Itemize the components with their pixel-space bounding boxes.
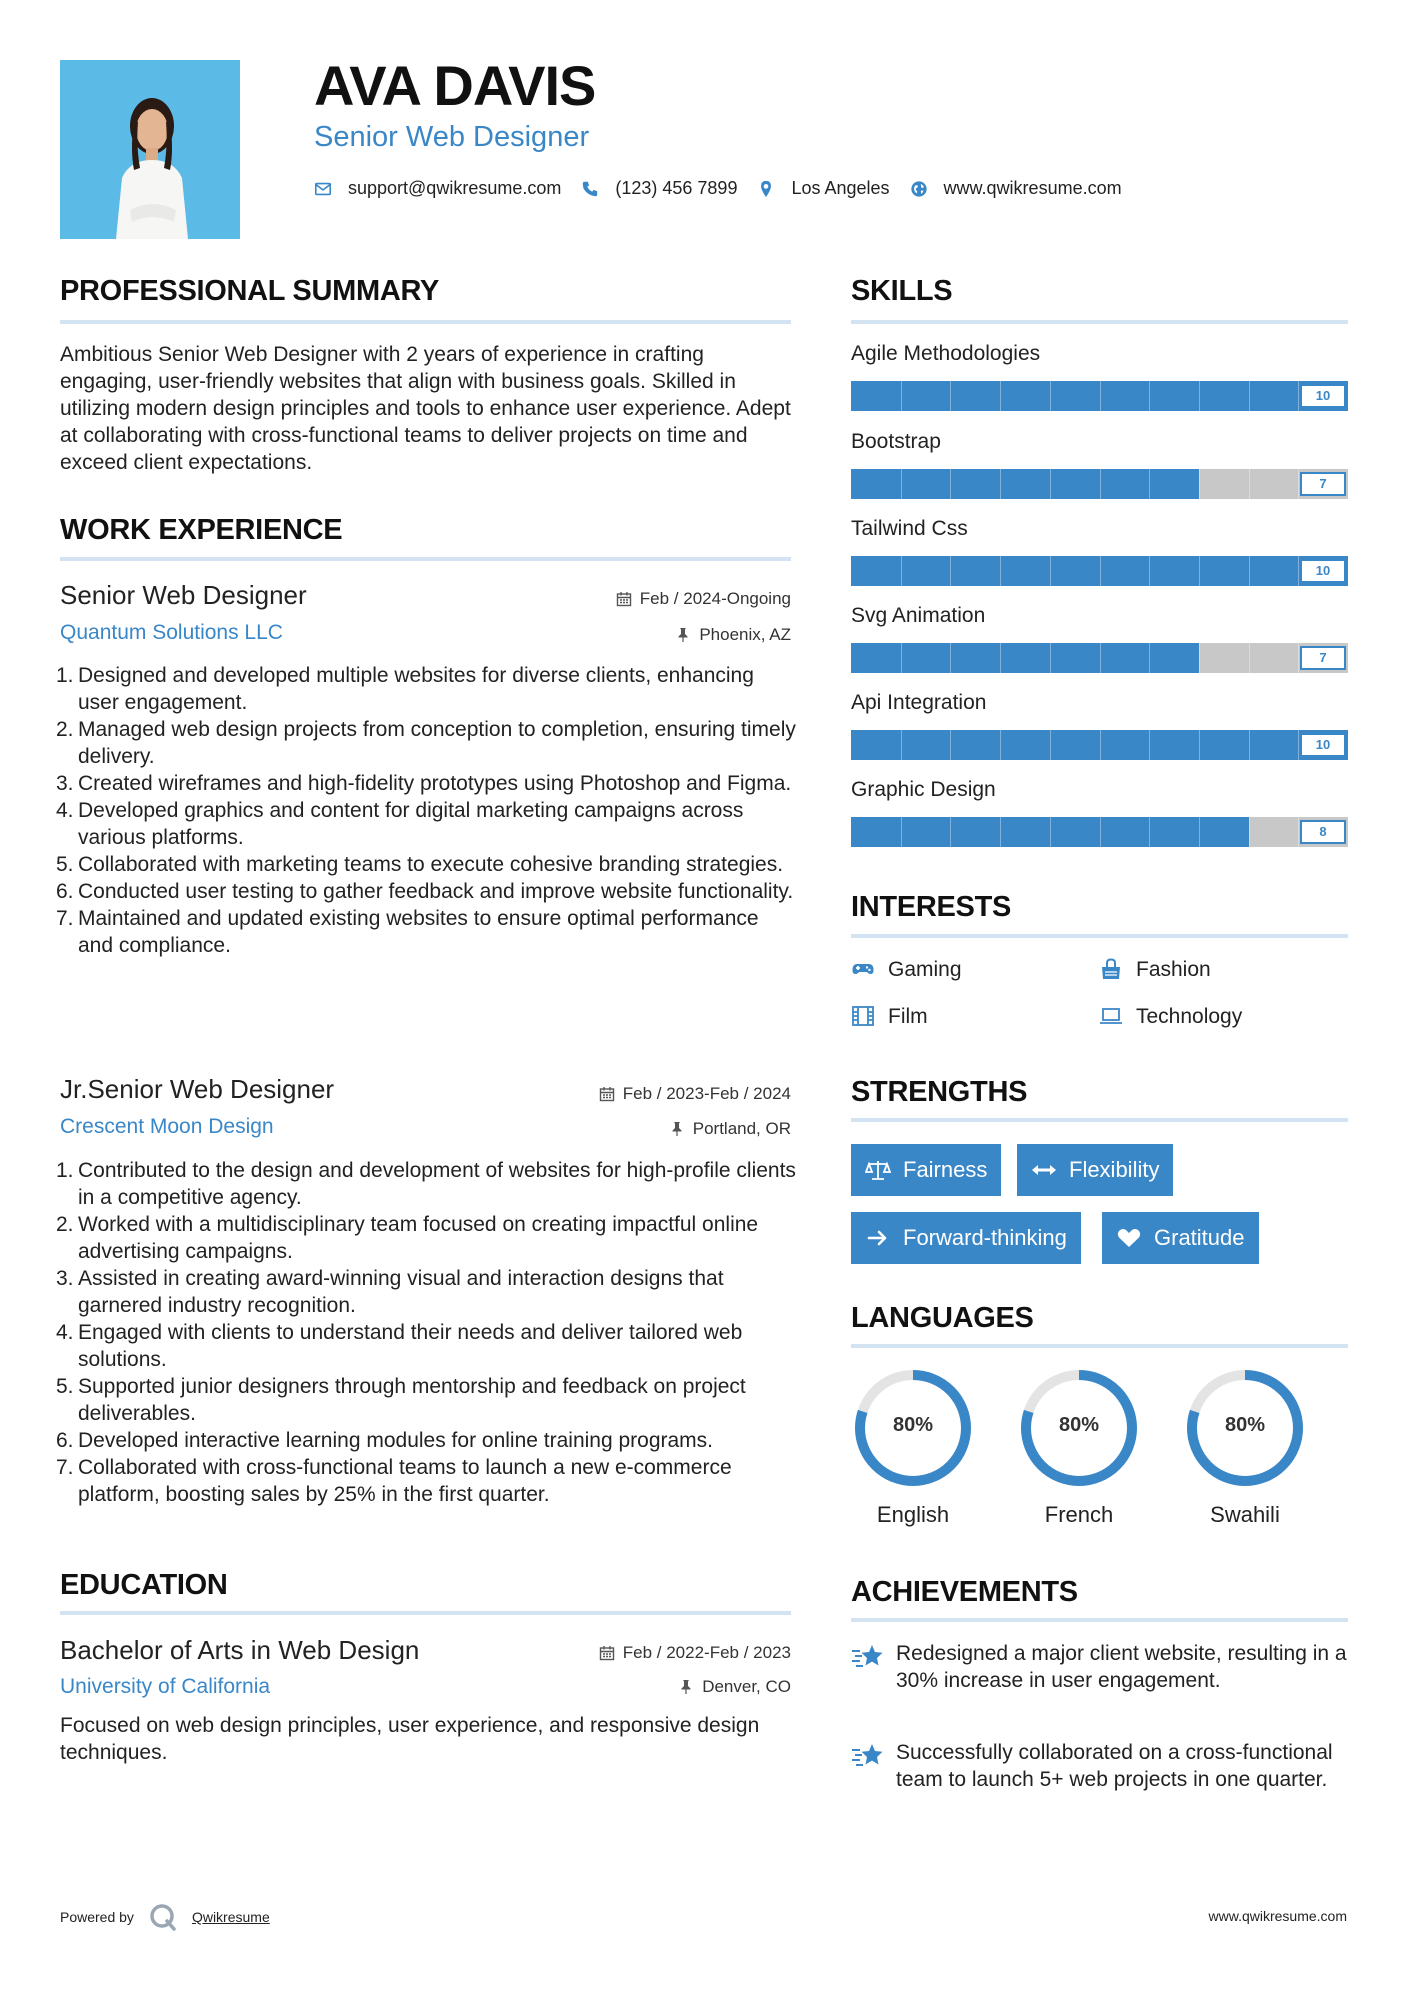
- interest-fashion: [1099, 957, 1211, 981]
- skill-bar-divider: [950, 381, 951, 411]
- language-item: [851, 1366, 975, 1528]
- skill-bar: [851, 556, 1348, 586]
- skill-label: Graphic Design: [851, 778, 996, 801]
- skill-bar-divider: [1249, 730, 1250, 760]
- skill-bar-divider: [950, 643, 951, 673]
- email-text: support@qwikresume.com: [348, 178, 562, 198]
- skill-level-badge: 10: [1300, 559, 1346, 583]
- skill-level-badge: 10: [1300, 384, 1346, 408]
- list-item: 4. Engaged with clients to understand their needs and deliver tailored web solutions.: [56, 1319, 796, 1373]
- strengths-heading: STRENGTHS: [851, 1076, 1028, 1108]
- footer-powered-by: [60, 1902, 270, 1932]
- gamepad-icon: [851, 957, 875, 981]
- pushpin-icon: [669, 1121, 685, 1137]
- language-ring: [1017, 1366, 1141, 1490]
- list-item: 1. Contributed to the design and development of websites for high-profile clients in a competitive agency.: [56, 1159, 796, 1209]
- candidate-role: Senior Web Designer: [314, 121, 590, 153]
- skill-bar-divider: [1249, 556, 1250, 586]
- skill-bar-divider: [1199, 469, 1200, 499]
- calendar-icon: [599, 1086, 615, 1102]
- skill-bar: [851, 381, 1348, 411]
- skill-bar-divider: [950, 556, 951, 586]
- strength-tag: [1102, 1212, 1259, 1264]
- job-title: Jr.Senior Web Designer: [60, 1074, 335, 1104]
- list-item: 7. Maintained and updated existing websites to ensure optimal performance and compliance.: [56, 905, 796, 959]
- profile-photo: [60, 60, 240, 239]
- skill-bar-divider: [1149, 556, 1150, 586]
- job-company: Crescent Moon Design: [60, 1115, 274, 1138]
- footer-site[interactable]: www.qwikresume.com: [1208, 1908, 1347, 1924]
- skill-bar-divider: [1050, 730, 1051, 760]
- envelope-icon: [314, 180, 332, 198]
- skill-bar-divider: [1149, 381, 1150, 411]
- list-item: 5. Supported junior designers through mentorship and feedback on project deliverables.: [56, 1373, 796, 1427]
- skill-bar-divider: [1249, 643, 1250, 673]
- skill-bar-divider: [1100, 469, 1101, 499]
- skill-bar-divider: [901, 817, 902, 847]
- skill-bar-divider: [1149, 817, 1150, 847]
- skill-bar-divider: [1249, 469, 1250, 499]
- skill-bar: [851, 643, 1348, 673]
- list-item-text: Designed and developed multiple websites for diverse clients, enhancing user engagement.: [78, 664, 754, 714]
- skill-bar-divider: [1149, 643, 1150, 673]
- achievements-heading: ACHIEVEMENTS: [851, 1576, 1078, 1608]
- contact-bar: [314, 178, 1142, 199]
- achievements-divider: [851, 1618, 1348, 1622]
- job-bullets: [56, 662, 796, 959]
- summary-text: Ambitious Senior Web Designer with 2 years of experience in crafting engaging, user-friendly websites that align with business goals. Skilled in utilizing modern design principles and tools to enhance user experience. Adept at collaborating with cross-functional teams to deliver projects on time and exceed client expectations.: [60, 343, 791, 474]
- job-date: [616, 590, 791, 607]
- achievement-text: Redesigned a major client website, resulting in a 30% increase in user engagement.: [896, 1642, 1347, 1692]
- arrows-horizontal-icon: [1031, 1159, 1057, 1181]
- list-item: 3. Assisted in creating award-winning visual and interaction designs that garnered industry recognition.: [56, 1265, 796, 1319]
- job-date-text: Feb / 2024-Ongoing: [639, 589, 791, 608]
- calendar-icon: [599, 1645, 615, 1661]
- skill-level-badge: 7: [1300, 646, 1346, 670]
- skill-bar-divider: [1050, 556, 1051, 586]
- skill-label: Svg Animation: [851, 604, 986, 627]
- school-name: University of California: [60, 1675, 271, 1698]
- skill-bar-fill: [851, 469, 1199, 499]
- skill-bar-divider: [1050, 817, 1051, 847]
- skill-level-badge: 8: [1300, 820, 1346, 844]
- job-company: Quantum Solutions LLC: [60, 621, 283, 644]
- language-percent: 80%: [892, 1414, 934, 1436]
- skill-bar-divider: [1249, 817, 1250, 847]
- list-item: 1. Designed and developed multiple websites for diverse clients, enhancing user engagement.: [56, 662, 796, 716]
- education-description: Focused on web design principles, user experience, and responsive design techniques.: [60, 1714, 760, 1764]
- education-location-text: Denver, CO: [702, 1677, 791, 1696]
- skill-bar-divider: [1000, 469, 1001, 499]
- skill-bar-divider: [1149, 469, 1150, 499]
- job-date: [599, 1085, 791, 1102]
- film-icon: [851, 1004, 875, 1028]
- strength-tag: [1017, 1144, 1173, 1196]
- skill-bar-divider: [1050, 469, 1051, 499]
- contact-email[interactable]: [314, 178, 561, 199]
- strength-label: Forward-thinking: [903, 1225, 1067, 1250]
- skill-bar-divider: [1100, 730, 1101, 760]
- location-text: Los Angeles: [791, 178, 890, 198]
- job-location-text: Portland, OR: [692, 1119, 791, 1138]
- list-item-text: Worked with a multidisciplinary team focused on creating impactful online advertising campaigns.: [78, 1213, 759, 1263]
- experience-divider: [60, 557, 791, 561]
- shooting-star-icon: [851, 1741, 885, 1771]
- list-item-text: Created wireframes and high-fidelity prototypes using Photoshop and Figma.: [78, 772, 792, 795]
- interest-label: Gaming: [888, 957, 962, 981]
- laptop-icon: [1099, 1004, 1123, 1028]
- shopping-bag-icon: [1099, 957, 1123, 981]
- candidate-name: AVA DAVIS: [314, 54, 596, 117]
- skill-bar-divider: [1249, 381, 1250, 411]
- skill-label: Bootstrap: [851, 430, 941, 453]
- skill-bar-divider: [901, 643, 902, 673]
- language-ring: [1183, 1366, 1307, 1490]
- skill-bar-divider: [1050, 381, 1051, 411]
- globe-icon: [910, 180, 928, 198]
- summary-divider: [60, 320, 791, 324]
- skill-bar-divider: [1199, 643, 1200, 673]
- skill-bar-divider: [1100, 381, 1101, 411]
- education-date-text: Feb / 2022-Feb / 2023: [622, 1643, 791, 1662]
- skill-bar-divider: [1199, 817, 1200, 847]
- map-pin-icon: [757, 180, 775, 198]
- list-item: 7. Collaborated with cross-functional teams to launch a new e-commerce platform, boosting sales by 25% in the first quarter.: [56, 1454, 796, 1508]
- skill-label: Agile Methodologies: [851, 342, 1041, 365]
- skill-bar-divider: [1199, 381, 1200, 411]
- skill-bar: [851, 817, 1348, 847]
- skill-bar-divider: [901, 381, 902, 411]
- list-item: 2. Worked with a multidisciplinary team focused on creating impactful online advertising campaigns.: [56, 1211, 796, 1265]
- skills-heading: SKILLS: [851, 275, 953, 307]
- skill-bar-divider: [1199, 556, 1200, 586]
- skill-bar-fill: [851, 643, 1199, 673]
- languages-heading: LANGUAGES: [851, 1302, 1034, 1334]
- heart-icon: [1116, 1227, 1142, 1249]
- language-name: French: [1044, 1502, 1114, 1527]
- contact-website[interactable]: [910, 178, 1122, 199]
- language-item: [1017, 1366, 1141, 1528]
- list-item-text: Developed interactive learning modules for online training programs.: [78, 1429, 714, 1452]
- list-item-text: Supported junior designers through mentorship and feedback on project deliverables.: [78, 1375, 746, 1425]
- pushpin-icon: [675, 627, 691, 643]
- job-location-text: Phoenix, AZ: [699, 625, 791, 644]
- list-item: 5. Collaborated with marketing teams to execute cohesive branding strategies.: [56, 853, 784, 876]
- interest-technology: [1099, 1004, 1242, 1028]
- list-item-text: Collaborated with cross-functional teams to launch a new e-commerce platform, boosting sales by 25% in the first quarter.: [78, 1456, 732, 1506]
- education-heading: EDUCATION: [60, 1569, 228, 1601]
- skill-level-badge: 10: [1300, 733, 1346, 757]
- achievement-text: Successfully collaborated on a cross-functional team to launch 5+ web projects in one quarter.: [896, 1741, 1333, 1791]
- list-item-text: Managed web design projects from conception to completion, ensuring timely delivery.: [78, 718, 796, 768]
- education-location: [678, 1678, 791, 1695]
- language-name: English: [876, 1502, 950, 1527]
- shooting-star-icon: [851, 1642, 885, 1672]
- list-item-text: Contributed to the design and development of websites for high-profile clients in a competitive agency.: [78, 1159, 796, 1209]
- job-title: Senior Web Designer: [60, 580, 307, 610]
- strengths-divider: [851, 1118, 1348, 1122]
- interests-heading: INTERESTS: [851, 891, 1012, 923]
- website-text: www.qwikresume.com: [943, 178, 1122, 198]
- list-item: 3. Created wireframes and high-fidelity prototypes using Photoshop and Figma.: [56, 772, 792, 795]
- list-item: 2. Managed web design projects from conception to completion, ensuring timely delivery.: [56, 718, 796, 768]
- skill-bar-divider: [950, 469, 951, 499]
- strength-label: Fairness: [903, 1157, 988, 1182]
- skill-bar-divider: [1100, 817, 1101, 847]
- skill-bar-divider: [1000, 643, 1001, 673]
- interest-label: Fashion: [1136, 957, 1211, 981]
- skill-bar: [851, 469, 1348, 499]
- language-percent: 80%: [1058, 1414, 1100, 1436]
- phone-icon: [581, 180, 599, 198]
- phone-text: (123) 456 7899: [615, 178, 738, 198]
- list-item-text: Maintained and updated existing websites to ensure optimal performance and compliance.: [78, 907, 759, 957]
- skills-divider: [851, 320, 1348, 324]
- language-percent: 80%: [1224, 1414, 1266, 1436]
- education-divider: [60, 1611, 791, 1615]
- skill-bar-divider: [901, 469, 902, 499]
- language-name: Swahili: [1210, 1502, 1280, 1527]
- language-ring: [851, 1366, 975, 1490]
- skill-label: Api Integration: [851, 691, 987, 714]
- skill-label: Tailwind Css: [851, 517, 968, 540]
- contact-phone[interactable]: [581, 178, 737, 199]
- skill-bar-divider: [950, 817, 951, 847]
- job-bullets: [56, 1157, 796, 1508]
- arrow-right-icon: [865, 1227, 891, 1249]
- list-item-text: Assisted in creating award-winning visual and interaction designs that garnered industry recognition.: [78, 1267, 724, 1317]
- skill-bar-divider: [1199, 730, 1200, 760]
- strength-tag: [851, 1212, 1081, 1264]
- powered-by-text: Powered by: [60, 1909, 134, 1925]
- achievement-item: [851, 1640, 1351, 1694]
- skill-bar-divider: [950, 730, 951, 760]
- contact-location: [757, 178, 889, 199]
- skill-bar-divider: [1149, 730, 1150, 760]
- list-item-text: Conducted user testing to gather feedback and improve website functionality.: [78, 880, 794, 903]
- job-location: [675, 626, 791, 643]
- achievement-item: [851, 1739, 1351, 1793]
- experience-heading: WORK EXPERIENCE: [60, 514, 343, 546]
- interest-label: Film: [888, 1004, 928, 1028]
- skill-bar-divider: [1100, 556, 1101, 586]
- skill-bar: [851, 730, 1348, 760]
- skill-bar-divider: [1000, 730, 1001, 760]
- brand-link[interactable]: Qwikresume: [191, 1909, 270, 1925]
- skill-bar-divider: [1050, 643, 1051, 673]
- skill-bar-divider: [901, 556, 902, 586]
- interest-film: [851, 1004, 928, 1028]
- strength-tag: [851, 1144, 1001, 1196]
- balance-scale-icon: [865, 1159, 891, 1181]
- languages-divider: [851, 1344, 1348, 1348]
- qwikresume-logo-icon: [148, 1902, 178, 1932]
- interest-label: Technology: [1136, 1004, 1243, 1028]
- interests-divider: [851, 934, 1348, 938]
- interest-gaming: [851, 957, 962, 981]
- list-item: 6. Conducted user testing to gather feedback and improve website functionality.: [56, 880, 794, 903]
- education-date: [599, 1644, 791, 1661]
- list-item-text: Engaged with clients to understand their needs and deliver tailored web solutions.: [78, 1321, 743, 1371]
- strength-label: Flexibility: [1069, 1157, 1160, 1182]
- skill-bar-divider: [901, 730, 902, 760]
- list-item-text: Developed graphics and content for digital marketing campaigns across various platforms.: [78, 799, 744, 849]
- language-item: [1183, 1366, 1307, 1528]
- skill-bar-divider: [1000, 817, 1001, 847]
- skill-bar-divider: [1100, 643, 1101, 673]
- calendar-icon: [616, 591, 632, 607]
- degree-title: Bachelor of Arts in Web Design: [60, 1635, 420, 1665]
- skill-level-badge: 7: [1300, 472, 1346, 496]
- strength-label: Gratitude: [1154, 1225, 1245, 1250]
- list-item-text: Collaborated with marketing teams to execute cohesive branding strategies.: [78, 853, 784, 876]
- summary-heading: PROFESSIONAL SUMMARY: [60, 275, 440, 307]
- list-item: 4. Developed graphics and content for digital marketing campaigns across various platforms.: [56, 797, 796, 851]
- pushpin-icon: [678, 1679, 694, 1695]
- skill-bar-divider: [1000, 381, 1001, 411]
- job-location: [669, 1120, 791, 1137]
- skill-bar-divider: [1000, 556, 1001, 586]
- job-date-text: Feb / 2023-Feb / 2024: [622, 1084, 791, 1103]
- list-item: 6. Developed interactive learning modules for online training programs.: [56, 1429, 714, 1452]
